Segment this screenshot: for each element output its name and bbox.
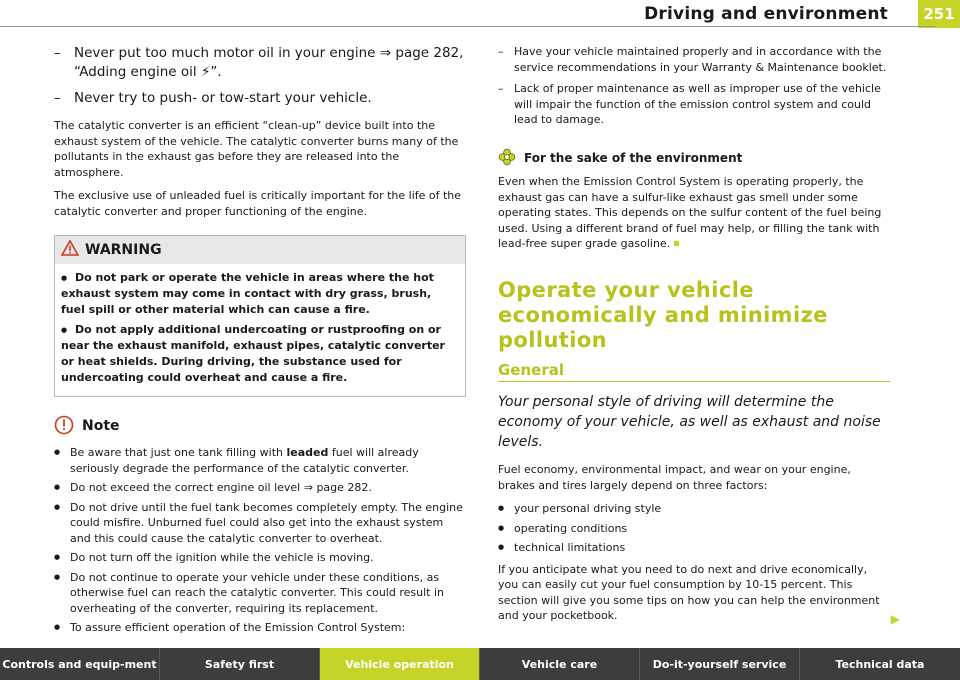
chapter-title: Driving and environment	[644, 4, 888, 24]
list-item: ● Do not drive until the fuel tank becomes completely empty. The engine could misfire. Unburned fuel could also get into the exhaust system and this could cause the catalytic converter to overheat.	[54, 500, 466, 547]
list-item: ● technical limitations	[498, 540, 890, 556]
tab-safety-first[interactable]: Safety first	[160, 648, 320, 680]
list-item: ● operating conditions	[498, 521, 890, 537]
note-title: Note	[82, 418, 120, 434]
warning-header	[55, 236, 465, 264]
section-title: Operate your vehicle economically and minimize pollution	[498, 277, 828, 352]
unleaded-paragraph: The exclusive use of unleaded fuel is critically important for the life of the catalytic converter and proper functioning of the engine.	[54, 189, 462, 218]
list-item: ● Do not continue to operate your vehicle under these conditions, as otherwise fuel can reach the catalytic converter. This could result in overheating of the converter, requiring its replacement.	[54, 570, 466, 617]
factors-intro: Fuel economy, environmental impact, and wear on your engine, brakes and tires largely depend on three factors:	[498, 463, 851, 492]
warning-item: ● Do not park or operate the vehicle in areas where the hot exhaust system may come in contact with dry grass, brush, fuel spill or other material which can cause a fire.	[61, 270, 434, 316]
list-item: – Never put too much motor oil in your engine ⇒ page 282, “Adding engine oil ⚡”.	[54, 44, 466, 82]
continue-arrow-icon: ▶	[890, 612, 900, 626]
chapter-nav	[0, 648, 960, 680]
list-item: ● Be aware that just one tank filling with leaded fuel will already seriously degrade the performance of the catalytic converter.	[54, 445, 466, 476]
tab-do-it-yourself-service[interactable]: Do-it-yourself service	[640, 648, 800, 680]
list-item: – Never try to push- or tow-start your vehicle.	[54, 89, 466, 108]
list-item: – Lack of proper maintenance as well as improper use of the vehicle will impair the function of the emission control system and could lead to damage.	[498, 81, 890, 128]
note-circle-icon	[54, 415, 74, 440]
warning-triangle-icon	[61, 240, 79, 261]
list-item: – Have your vehicle maintained properly and in accordance with the service recommendations in your Warranty & Maintenance booklet.	[498, 44, 890, 75]
list-item: ● your personal driving style	[498, 501, 890, 517]
catalytic-paragraph: The catalytic converter is an efficient “clean-up” device built into the exhaust system of the vehicle. The catalytic converter burns many of the pollutants in the exhaust gas before they are released into the atmosphere.	[54, 119, 459, 179]
tab-controls-and-equipment[interactable]: Controls and equip-ment	[0, 648, 160, 680]
list-item: ● To assure efficient operation of the Emission Control System:	[54, 620, 466, 636]
note-header	[54, 415, 466, 440]
list-item: ● Do not turn off the ignition while the vehicle is moving.	[54, 550, 466, 566]
engine-tips-list	[54, 44, 466, 108]
environment-flower-icon	[498, 148, 516, 171]
subsection-title: General	[498, 363, 890, 383]
tab-vehicle-care[interactable]: Vehicle care	[480, 648, 640, 680]
savings-paragraph: If you anticipate what you need to do next and drive economically, you can easily cut your fuel consumption by 10-15 percent. This section will give you some tips on how you can help the environment and your pocketbook.	[498, 562, 880, 622]
factors-list	[498, 501, 890, 556]
lead-paragraph: Your personal style of driving will determine the economy of your vehicle, as well as exhaust and noise levels.	[498, 394, 881, 450]
note-list	[54, 445, 466, 636]
environment-paragraph: Even when the Emission Control System is operating properly, the exhaust gas can have a sulfur-like exhaust gas smell under some operating states. This depends on the sulfur content of the fuel being used. Using a different brand of fuel may help, or filling the tank with lead-free super grade gasoline.	[498, 175, 882, 250]
environment-header	[498, 148, 890, 171]
page-number: 251	[918, 0, 960, 28]
right-column	[498, 44, 900, 632]
left-column	[54, 44, 466, 640]
environment-title: For the sake of the environment	[524, 151, 743, 165]
tab-vehicle-operation[interactable]: Vehicle operation	[320, 648, 480, 680]
warning-box	[54, 235, 466, 397]
end-marker-icon	[674, 241, 679, 246]
header-rule	[0, 26, 935, 27]
emission-tips-list	[498, 44, 890, 128]
warning-body	[55, 264, 465, 396]
warning-title: WARNING	[85, 241, 162, 258]
warning-item: ● Do not apply additional undercoating or rustproofing on or near the exhaust manifold, exhaust pipes, catalytic converter or heat shields. During driving, the substance used for undercoating could overheat and cause a fire.	[61, 322, 445, 384]
tab-technical-data[interactable]: Technical data	[800, 648, 960, 680]
list-item: ● Do not exceed the correct engine oil level ⇒ page 282.	[54, 480, 466, 496]
